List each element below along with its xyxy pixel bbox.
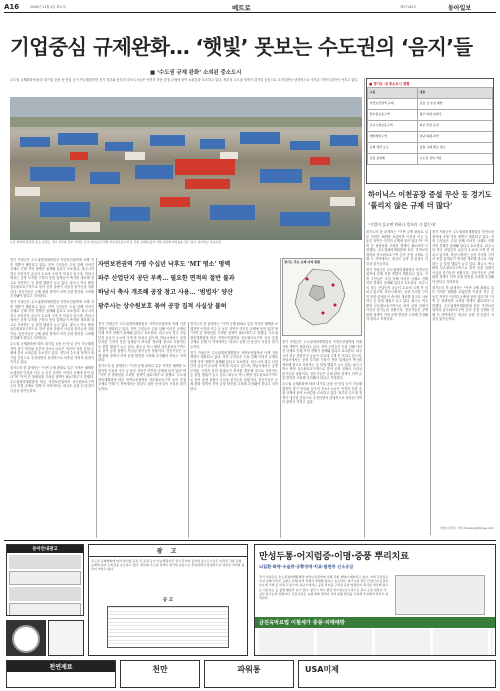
table-cell: 파주·연천·포천 xyxy=(418,121,493,132)
classifieds-ad[interactable] xyxy=(6,544,84,616)
table-row xyxy=(368,154,493,165)
body-text-1b: 경기 가평군은 수도권정비계획법상 자연보전권역에 속해 각종 개발이 제한되고 있다. 지역 주민들은 수십 년째 이어진 규제로 인해 지역 경제가 침체돼 있다고 호소한다. 파주시의 경우 산업단지 공급이 수요에 크게 못 미치고 있으며, 하남시에서는 공장 부지를 구하지 못한 업체들이 축사를 개조해 창고로 사용하는 등 불법 행위가 늘고 있다. 광주시 역시 팔당 상수원보호구역으로 묶여 공장 설립이 사실상 불가능한 상황이다. 전문가들은 규제 완화 정책이 지역 균형 발전을 고려해 추진돼야 한다고 지적한다. xyxy=(10,300,94,340)
body-text-5b: 경기 가평군은 수도권정비계획법상 자연보전권역에 속해 각종 개발이 제한되고 있다. 지역 주민들은 수십 년째 이어진 규제로 인해 지역 경제가 침체돼 있다고 호소한다. 파주시의 경우 산업단지 공급이 수요에 크게 못 미치고 있으며, 하남시에서는 공장 부지를 구하지 못한 업체들이 축사를 개조해 창고로 사용하는 등 불법 행위가 늘고 있다. 광주시 역시 팔당 상수원보호구역으로 묶여 공장 설립이 사실상 불가능한 상황이다. 전문가들은 규제 완화 정책이 지역 균형 발전을 고려해 추진돼야 한다고 지적한다. xyxy=(366,267,428,321)
table-row xyxy=(368,121,493,132)
bottom-ad-2-title: 천만 xyxy=(152,665,168,674)
body-column-6 xyxy=(432,230,494,522)
body-column-1 xyxy=(10,258,94,536)
main-headline: 기업중심 규제완화… ‘햇빛’ 못보는 수도권의 ‘음지’들 xyxy=(10,35,473,59)
table-cell: 상수원보호구역 xyxy=(368,110,418,121)
table-cell: 공장 총량제 xyxy=(368,154,418,165)
bottom-ad-1[interactable] xyxy=(6,660,116,688)
header-rule xyxy=(4,12,496,13)
pullquote-box xyxy=(98,258,278,314)
body-column-5 xyxy=(366,230,428,522)
issue-date: 2008년 11월 4일 화요일 xyxy=(30,5,66,9)
body-text-4: 경기 가평군은 수도권정비계획법상 자연보전권역에 속해 각종 개발이 제한되고 있다. 지역 주민들은 수십 년째 이어진 규제로 인해 지역 경제가 침체돼 있다고 호소한다. 파주시의 경우 산업단지 공급이 수요에 크게 못 미치고 있으며, 하남시에서는 공장 부지를 구하지 못한 업체들이 축사를 개조해 창고로 사용하는 등 불법 행위가 늘고 있다. 광주시 역시 팔당 상수원보호구역으로 묶여 공장 설립이 사실상 불가능한 상황이다. 전문가들은 규제 완화 정책이 지역 균형 발전을 고려해 추진돼야 한다고 지적한다. xyxy=(282,340,362,380)
table-cell: 공장 신·증설 제한 xyxy=(418,99,493,110)
clinic-ad-subtitle: 뇌질환·화병·우울증·공황장애·치료·불면증 신소공급 xyxy=(259,564,354,569)
classifieds-title: 동아안내광고 xyxy=(7,545,83,553)
table-row xyxy=(368,143,493,154)
body-text-6b: 경기도의 한 관계자는 “이번 규제 완화로 일부 지역은 혜택을 보겠지만 이천과 여주 등 동부 지역은 여전히 규제에 묶여 있다”며 “지역 간 형평성을 고려한 정책이 필요하다”고 말했다. 수도권정비계획법에 따른 자연보전권역과 상수원보호구역 등의 중첩 규제로 인해 이 지역에서는 대규모 공장 신·증설이 사실상 불가능하다. xyxy=(432,285,494,321)
ad-divider xyxy=(4,540,496,541)
table-row xyxy=(368,88,493,99)
bottom-ad-1-title: 천연재료 xyxy=(7,661,115,672)
table-cell: 광주·양평·남양주 xyxy=(418,110,493,121)
issue-number: 제27145호 xyxy=(400,5,417,9)
newspaper-logo: 동아일보 xyxy=(448,5,472,12)
factory-aerial-image xyxy=(10,97,362,240)
stats-table xyxy=(367,87,493,165)
body-text-4b: 수도권 규제완화에 따라 대기업 공장 신·증설 등이 가능해졌지만 경기 북부와 동부의 중소도시들은 여전히 각종 중첩 규제에 묶여 소외감을 호소하고 있다. 정부의 수도권 정책이 대기업 중심으로 추진되면서 상대적으로 낙후된 지역의 불만이 커지고 있다. xyxy=(282,382,362,404)
table-row xyxy=(368,99,493,110)
body-text-1c: 수도권 규제완화에 따라 대기업 공장 신·증설 등이 가능해졌지만 경기 북부와 동부의 중소도시들은 여전히 각종 중첩 규제에 묶여 소외감을 호소하고 있다. 정부의 수도권 정책이 대기업 중심으로 추진되면서 상대적으로 낙후된 지역의 불만이 커지고 있다. xyxy=(10,342,94,364)
body-text-3b: 경기 가평군은 수도권정비계획법상 자연보전권역에 속해 각종 개발이 제한되고 있다. 지역 주민들은 수십 년째 이어진 규제로 인해 지역 경제가 침체돼 있다고 호소한다. 파주시의 경우 산업단지 공급이 수요에 크게 못 미치고 있으며, 하남시에서는 공장 부지를 구하지 못한 업체들이 축사를 개조해 창고로 사용하는 등 불법 행위가 늘고 있다. 광주시 역시 팔당 상수원보호구역으로 묶여 공장 설립이 사실상 불가능한 상황이다. 전문가들은 규제 완화 정책이 지역 균형 발전을 고려해 추진돼야 한다고 지적한다. xyxy=(190,350,278,391)
pullquote-line: 자연보전권역 가평 수십년 낙후도 ‘MT 명소’ 명맥 xyxy=(98,261,231,268)
photo-caption: 오산 지역에 밀집한 중소 공장들. 경기 북부와 동부 지역은 군사시설보호구역과 상수원보호구역 등 각종 규제에 묶여 기업 유치에 어려움을 겪고 있다. 동아일보 자료사진 xyxy=(10,240,222,244)
body-text-2b: 경기도의 한 관계자는 “이번 규제 완화로 일부 지역은 혜택을 보겠지만 이천과 여주 등 동부 지역은 여전히 규제에 묶여 있다”며 “지역 간 형평성을 고려한 정책이 필요하다”고 말했다. 수도권정비계획법에 따른 자연보전권역과 상수원보호구역 등의 중첩 규제로 인해 이 지역에서는 대규모 공장 신·증설이 사실상 불가능하다. xyxy=(98,364,186,391)
table-cell: 하남·의왕·과천 xyxy=(418,132,493,143)
subhead: ■ ‘수도권 규제 완화’ 소외된 중소도시 xyxy=(150,70,242,76)
map-title: 경기도 주요 규제 지역 현황 xyxy=(284,260,321,264)
regional-map xyxy=(282,258,362,336)
small-ad[interactable] xyxy=(48,620,84,656)
public-notice-ad[interactable] xyxy=(88,544,248,656)
body-text-5: 경기도의 한 관계자는 “이번 규제 완화로 일부 지역은 혜택을 보겠지만 이천과 여주 등 동부 지역은 여전히 규제에 묶여 있다”며 “지역 간 형평성을 고려한 정책이 필요하다”고 말했다. 수도권정비계획법에 따른 자연보전권역과 상수원보호구역 등의 중첩 규제로 인해 이 지역에서는 대규모 공장 신·증설이 사실상 불가능하다. xyxy=(366,230,428,266)
notice-table xyxy=(107,606,229,648)
notice-body: 수도권 규제완화에 따라 대기업 공장 신·증설 등이 가능해졌지만 경기 북부와 동부의 중소도시들은 여전히 각종 중첩 규제에 묶여 소외감을 호소하고 있다. 정부의 수도권 정책이 대기업 중심으로 추진되면서 상대적으로 낙후된 지역의 불만이 커지고 있다. xyxy=(91,559,245,572)
notice-title: 광 고 xyxy=(89,545,247,557)
body-text-2: 경기 가평군은 수도권정비계획법상 자연보전권역에 속해 각종 개발이 제한되고 있다. 지역 주민들은 수십 년째 이어진 규제로 인해 지역 경제가 침체돼 있다고 호소한다. 파주시의 경우 산업단지 공급이 수요에 크게 못 미치고 있으며, 하남시에서는 공장 부지를 구하지 못한 업체들이 축사를 개조해 창고로 사용하는 등 불법 행위가 늘고 있다. 광주시 역시 팔당 상수원보호구역으로 묶여 공장 설립이 사실상 불가능한 상황이다. 전문가들은 규제 완화 정책이 지역 균형 발전을 고려해 추진돼야 한다고 지적한다. xyxy=(98,322,186,362)
stats-table-title: ■ 경기도 내 중소도시 현황 xyxy=(369,81,410,86)
body-text-1d: 경기도의 한 관계자는 “이번 규제 완화로 일부 지역은 혜택을 보겠지만 이천과 여주 등 동부 지역은 여전히 규제에 묶여 있다”며 “지역 간 형평성을 고려한 정책이 필요하다”고 말했다. 수도권정비계획법에 따른 자연보전권역과 상수원보호구역 등의 중첩 규제로 인해 이 지역에서는 대규모 공장 신·증설이 사실상 불가능하다. xyxy=(10,366,94,393)
table-cell: 수도권 전역 적용 xyxy=(418,154,493,165)
body-column-2 xyxy=(98,322,186,536)
stats-table-box xyxy=(366,78,494,184)
table-cell: 개발제한구역 xyxy=(368,132,418,143)
table-cell: 중첩 규제 해소 필요 xyxy=(418,143,493,154)
clinic-ad-banner: 금진옥막요법 이철세가 중풍·치매예방 xyxy=(255,617,496,628)
bottom-ad-4[interactable] xyxy=(298,660,496,688)
gyeonggi-map-image xyxy=(283,265,361,331)
notice-subtitle: 공 고 xyxy=(162,598,174,603)
table-cell: 군사시설보호구역 xyxy=(368,121,418,132)
table-cell: 구분 xyxy=(368,88,418,99)
body-text-6: 경기 가평군은 수도권정비계획법상 자연보전권역에 속해 각종 개발이 제한되고 있다. 지역 주민들은 수십 년째 이어진 규제로 인해 지역 경제가 침체돼 있다고 호소한다. 파주시의 경우 산업단지 공급이 수요에 크게 못 미치고 있으며, 하남시에서는 공장 부지를 구하지 못한 업체들이 축사를 개조해 창고로 사용하는 등 불법 행위가 늘고 있다. 광주시 역시 팔당 상수원보호구역으로 묶여 공장 설립이 사실상 불가능한 상황이다. 전문가들은 규제 완화 정책이 지역 균형 발전을 고려해 추진돼야 한다고 지적한다. xyxy=(432,230,494,284)
lead-paragraph xyxy=(10,78,362,95)
main-photo xyxy=(10,97,362,240)
body-column-3 xyxy=(190,322,278,536)
lead-text: 수도권 규제완화에 따라 대기업 공장 신·증설 등이 가능해졌지만 경기 북부와 동부의 중소도시들은 여전히 각종 중첩 규제에 묶여 소외감을 호소하고 있다. 정부의 수도권 정책이 대기업 중심으로 추진되면서 상대적으로 낙후된 지역의 불만이 커지고 있다. xyxy=(10,78,359,82)
bottom-ad-3[interactable] xyxy=(204,660,294,688)
pullquote-line: 하남시 축사 개조해 공장 창고 사용… ‘범법자’ 양산 xyxy=(98,289,233,296)
column-headline: 하이닉스 이천공장 증설 무산 등 경기도 ‘풀리지 않은 규제 더 많다’ xyxy=(368,190,492,210)
clinic-ad-title: 만성두통·어지럼증·이명·중풍 뿌리치료 xyxy=(259,551,409,562)
body-text-1: 경기 가평군은 수도권정비계획법상 자연보전권역에 속해 각종 개발이 제한되고 있다. 지역 주민들은 수십 년째 이어진 규제로 인해 지역 경제가 침체돼 있다고 호소한다. 파주시의 경우 산업단지 공급이 수요에 크게 못 미치고 있으며, 하남시에서는 공장 부지를 구하지 못한 업체들이 축사를 개조해 창고로 사용하는 등 불법 행위가 늘고 있다. 광주시 역시 팔당 상수원보호구역으로 묶여 공장 설립이 사실상 불가능한 상황이다. 전문가들은 규제 완화 정책이 지역 균형 발전을 고려해 추진돼야 한다고 지적한다. xyxy=(10,258,94,298)
table-cell: 자연보전권역 규제 xyxy=(368,99,418,110)
column-subhead: “기업이 들오면 뭐하나 일자리 가 없는데” xyxy=(368,222,437,227)
clinic-ad-illustration xyxy=(395,575,485,615)
section-name: 메트로 xyxy=(232,4,251,12)
bottom-ad-4-title: USA미제 xyxy=(305,665,339,674)
table-row xyxy=(368,110,493,121)
table-row xyxy=(368,132,493,143)
pullquote-line: 파주 산업단지 공단 부족… 필요한 면적의 절반 불과 xyxy=(98,275,235,282)
bottom-ad-3-title: 파워통 xyxy=(237,665,261,674)
page-number: A16 xyxy=(4,3,20,11)
table-cell: 내용 xyxy=(418,88,493,99)
circle-ad[interactable] xyxy=(6,620,46,656)
body-text-3: 경기도의 한 관계자는 “이번 규제 완화로 일부 지역은 혜택을 보겠지만 이천과 여주 등 동부 지역은 여전히 규제에 묶여 있다”며 “지역 간 형평성을 고려한 정책이 필요하다”고 말했다. 수도권정비계획법에 따른 자연보전권역과 상수원보호구역 등의 중첩 규제로 인해 이 지역에서는 대규모 공장 신·증설이 사실상 불가능하다. xyxy=(190,322,278,349)
pullquote-line: 광주시는 상수원보호 묶여 공장 집적 사실상 불허 xyxy=(98,303,227,310)
table-cell: 규제 개선 요구 xyxy=(368,143,418,154)
bottom-ad-2[interactable] xyxy=(120,660,200,688)
clinic-ad-info xyxy=(259,629,493,655)
byline: 이천=김민우 기자 minwoo@donga.com xyxy=(439,526,494,530)
clinic-ad[interactable] xyxy=(254,544,496,656)
clinic-ad-text: 경기 가평군은 수도권정비계획법상 자연보전권역에 속해 각종 개발이 제한되고 있다. 지역 주민들은 수십 년째 이어진 규제로 인해 지역 경제가 침체돼 있다고 호소한다. 파주시의 경우 산업단지 공급이 수요에 크게 못 미치고 있으며, 하남시에서는 공장 부지를 구하지 못한 업체들이 축사를 개조해 창고로 사용하는 등 불법 행위가 늘고 있다. 광주시 역시 팔당 상수원보호구역으로 묶여 공장 설립이 사실상 불가능한 상황이다. 전문가들은 규제 완화 정책이 지역 균형 발전을 고려해 추진돼야 한다고 지적한다. xyxy=(259,575,389,601)
body-column-4 xyxy=(282,340,362,536)
